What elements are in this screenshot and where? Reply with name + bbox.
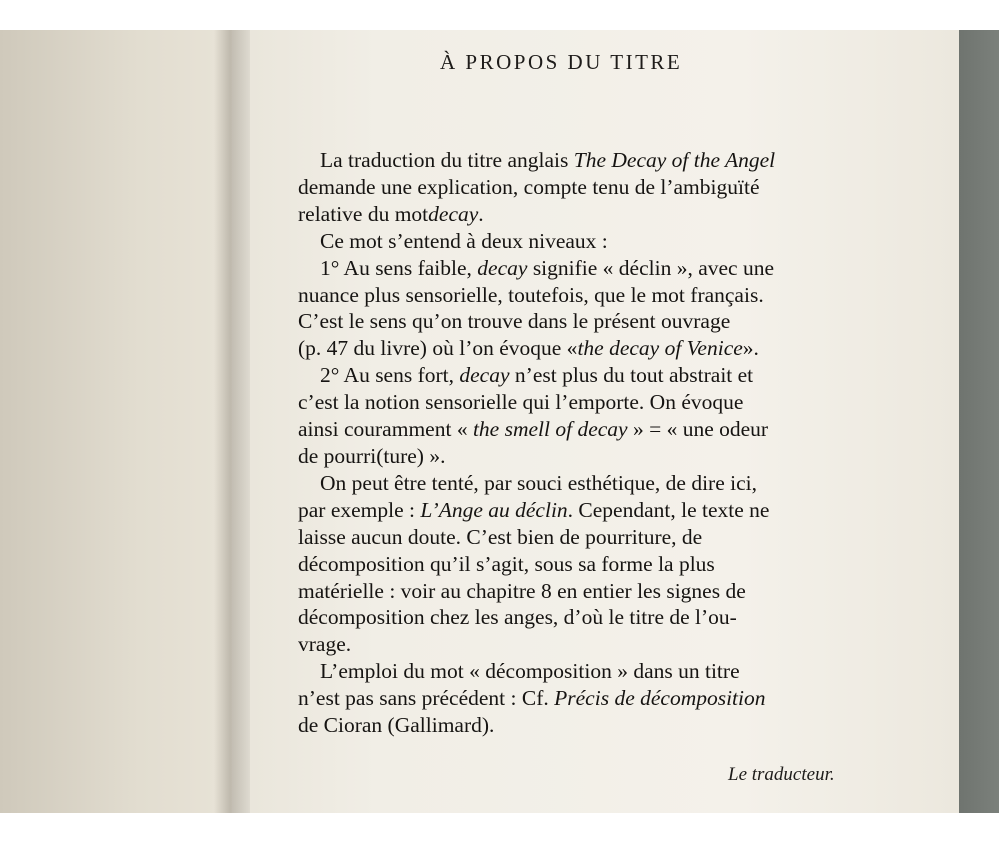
text-line [298, 335, 878, 362]
background-right [959, 30, 999, 820]
text-run: (p. 47 du livre) où l’on évoque « [298, 336, 578, 361]
text-run: de Cioran (Gallimard). [298, 713, 495, 738]
text-line [298, 362, 878, 389]
text-line [298, 389, 878, 416]
text-run: décomposition qu’il s’agit, sous sa forme la plus [298, 551, 715, 576]
paragraph [298, 470, 878, 658]
text-line [298, 308, 878, 335]
italic-text: decay [428, 201, 479, 226]
text-run: c’est la notion sensorielle qui l’emporte. On évoque [298, 390, 744, 415]
text-line [298, 282, 878, 309]
text-line [298, 497, 878, 524]
text-line [298, 201, 878, 228]
text-line [298, 174, 878, 201]
text-run: laisse aucun doute. C’est bien de pourriture, de [298, 524, 703, 549]
italic-text: the decay of Venice [577, 336, 743, 361]
text-line [298, 685, 878, 712]
text-line [298, 712, 878, 739]
text-run: relative du mot [298, 201, 429, 226]
text-run: . [478, 201, 484, 226]
translator-signature: Le traducteur. [728, 764, 835, 785]
text-run: Ce mot s’entend à deux niveaux : [320, 228, 608, 253]
left-page [0, 30, 232, 820]
background-bottom [0, 813, 999, 849]
italic-text: decay [477, 255, 528, 280]
text-run: demande une explication, compte tenu de l’ambiguïté [298, 174, 760, 199]
book-gutter [214, 30, 250, 820]
text-line [298, 551, 878, 578]
text-run: nuance plus sensorielle, toutefois, que le mot français. [298, 282, 764, 307]
text-line [298, 470, 878, 497]
text-line [298, 631, 878, 658]
paragraph [298, 362, 878, 470]
paragraph [298, 658, 878, 739]
text-line [298, 658, 878, 685]
text-line [298, 147, 878, 174]
text-run: . Cependant, le texte ne [567, 497, 770, 522]
text-run: signifie « déclin », avec une [527, 255, 775, 280]
italic-text: The Decay of the Angel [573, 148, 776, 172]
text-run: C’est le sens qu’on trouve dans le présent ouvrage [298, 309, 731, 334]
text-line [298, 416, 878, 443]
text-run: de pourri(ture) ». [298, 443, 446, 468]
text-run: La traduction du titre anglais [320, 148, 574, 172]
text-run: n’est pas sans précédent : Cf. [298, 686, 555, 711]
paragraph [298, 228, 878, 255]
text-run: L’emploi du mot « décomposition » dans un titre [320, 659, 740, 684]
text-run: » = « une odeur [627, 417, 769, 442]
text-line [298, 228, 878, 255]
text-run: On peut être tenté, par souci esthétique, de dire ici, [320, 470, 758, 495]
italic-text: L’Ange au déclin [420, 497, 568, 522]
text-line [298, 443, 878, 470]
italic-text: decay [459, 363, 510, 388]
text-run: ainsi couramment « [298, 417, 473, 442]
text-line [298, 255, 878, 282]
body-text [298, 147, 878, 739]
text-run: 2° Au sens fort, [320, 363, 460, 388]
text-line [298, 524, 878, 551]
page-title: À PROPOS DU TITRE [440, 50, 683, 74]
paragraph [298, 147, 878, 228]
text-run: vrage. [298, 632, 352, 657]
text-run: matérielle : voir au chapitre 8 en entier les signes de [298, 578, 746, 603]
text-run: ». [742, 336, 759, 361]
italic-text: the smell of decay [472, 417, 628, 442]
text-line [298, 604, 878, 631]
text-run: n’est plus du tout abstrait et [509, 363, 754, 388]
text-line [298, 578, 878, 605]
italic-text: Précis de décomposition [554, 686, 766, 711]
text-run: décomposition chez les anges, d’où le titre de l’ou- [298, 605, 737, 630]
paragraph [298, 255, 878, 363]
text-run: par exemple : [298, 497, 421, 522]
text-run: 1° Au sens faible, [320, 255, 478, 280]
